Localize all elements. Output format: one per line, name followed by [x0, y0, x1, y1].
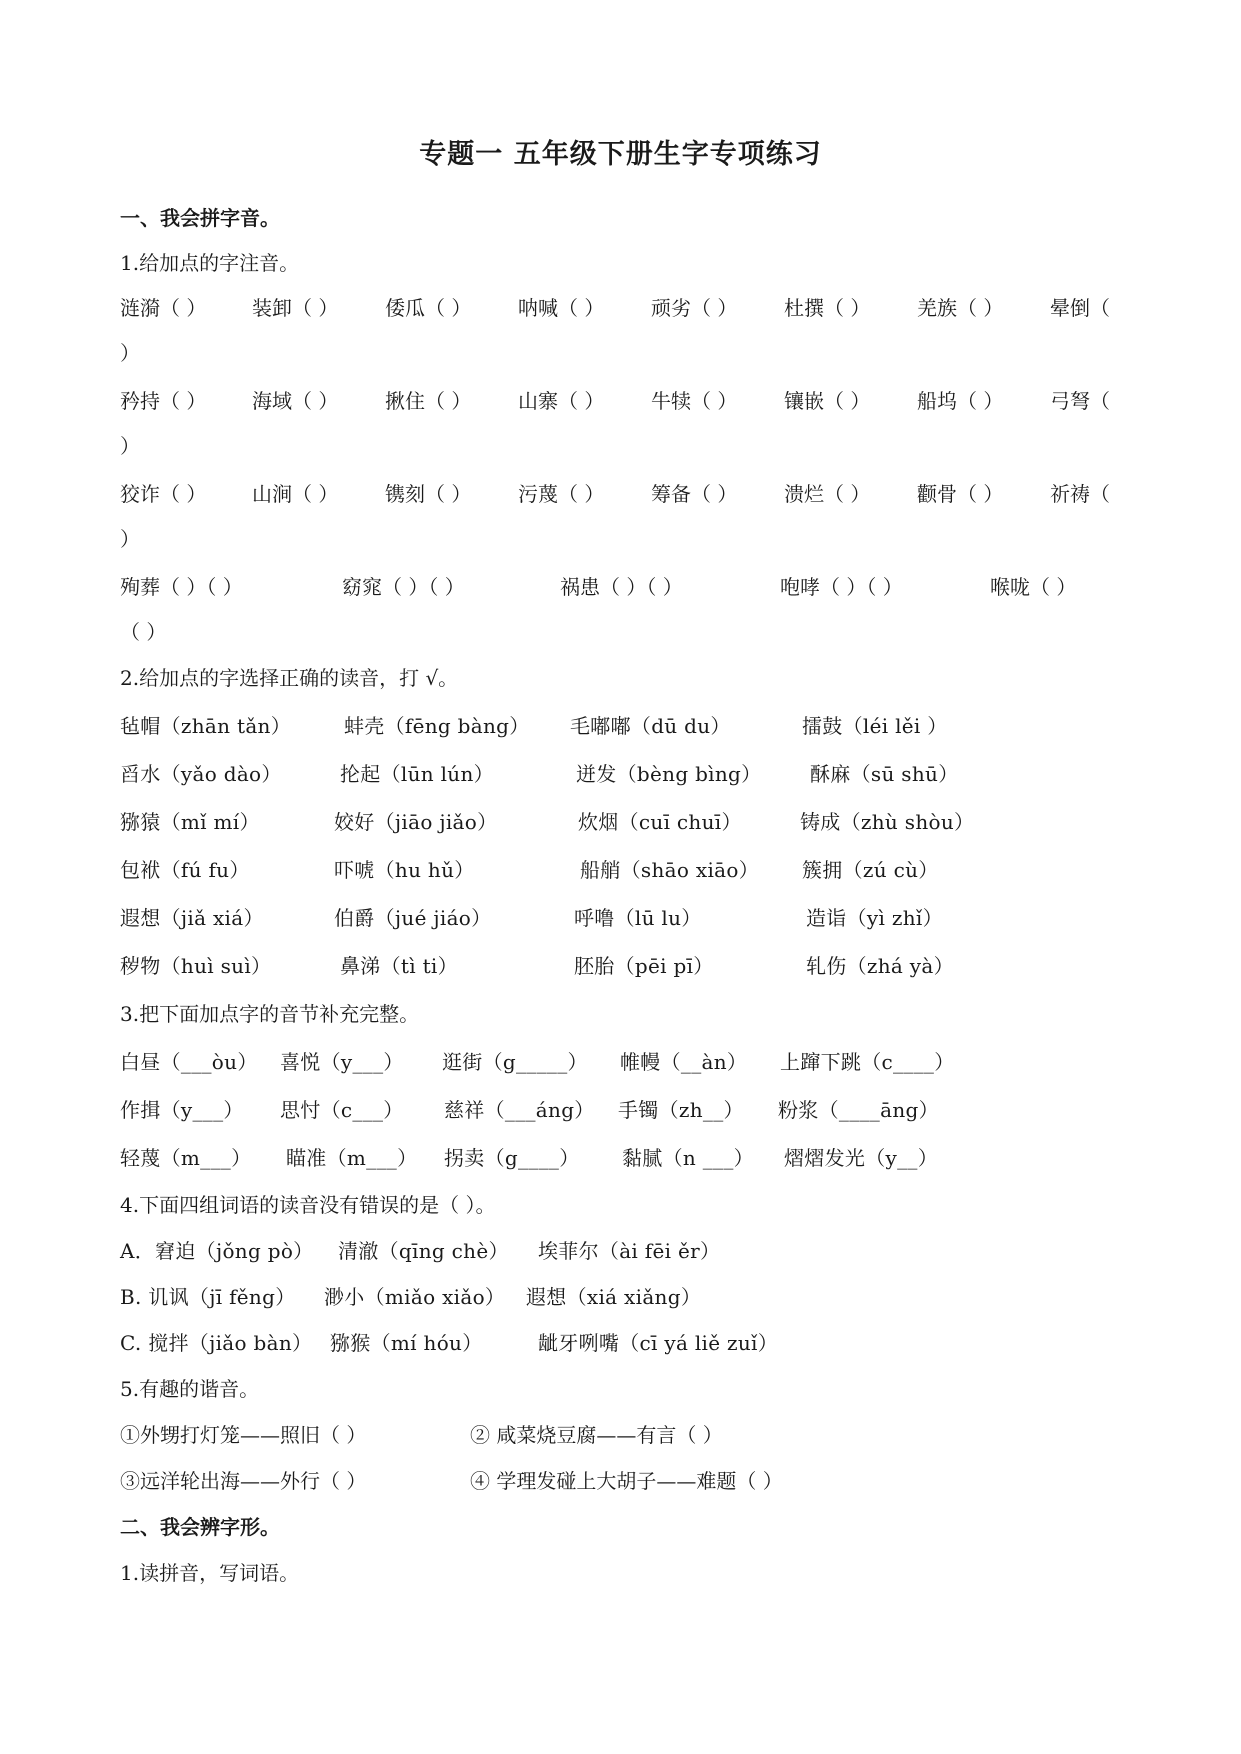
word-choice: 船艄（shāo xiāo） [580, 858, 760, 882]
word-blank: 牛犊（ ） [651, 389, 738, 413]
syllable-blank: 作揖（y___） [120, 1098, 244, 1122]
word-blank: 咆哮（ ）（ ） [780, 575, 903, 599]
word-blank: 弓弩（ [1050, 389, 1110, 413]
word-choice: 毛嘟嘟（dū du） [570, 714, 731, 738]
word-blank: 晕倒（ [1050, 296, 1110, 320]
word-blank: 筹备（ ） [651, 482, 738, 506]
word-blank: 山涧（ ） [252, 482, 339, 506]
word-blank: 窈窕（ ）（ ） [342, 575, 465, 599]
word-choice: 抡起（lūn lún） [340, 762, 494, 786]
syllable-blank: 瞄准（m___） [286, 1146, 418, 1170]
syllable-blank: 白昼（___òu） [120, 1050, 258, 1074]
syllable-blank: 拐卖（g____） [444, 1146, 580, 1170]
row-continuation: ） [120, 434, 140, 458]
syllable-blank: 黏腻（n ___） [622, 1146, 754, 1170]
pun-item: ② 咸菜烧豆腐——有言（ ） [470, 1423, 723, 1447]
word-blank: 船坞（ ） [917, 389, 1004, 413]
word-blank: 祈祷（ [1050, 482, 1110, 506]
pun-item: ①外甥打灯笼——照旧（ ） [120, 1423, 367, 1447]
word-blank: 揪住（ ） [385, 389, 472, 413]
word-blank: 山寨（ ） [518, 389, 605, 413]
word-choice: 胚胎（pēi pī） [574, 954, 714, 978]
question-prompt: 1.读拼音，写词语。 [120, 1561, 300, 1585]
word-choice: 伯爵（jué jiáo） [334, 906, 492, 930]
pun-item: ④ 学理发碰上大胡子——难题（ ） [470, 1469, 783, 1493]
word-blank: 矜持（ ） [120, 389, 207, 413]
word-choice: 轧伤（zhá yà） [806, 954, 954, 978]
section-heading: 一、我会拼字音。 [120, 206, 280, 230]
word-blank: 羌族（ ） [917, 296, 1004, 320]
syllable-blank: 帷幔（__àn） [620, 1050, 748, 1074]
row-continuation: （ ） [120, 620, 167, 644]
option-word: 龇牙咧嘴（cī yá liě zuǐ） [538, 1331, 779, 1355]
row-continuation: ） [120, 341, 140, 365]
word-choice: 擂鼓（léi lěi ） [802, 714, 948, 738]
word-choice: 舀水（yǎo dào） [120, 762, 282, 786]
word-choice: 遐想（jiǎ xiá） [120, 906, 264, 930]
word-choice: 造诣（yì zhǐ） [806, 906, 943, 930]
option-a: A．窘迫（jǒng pò） [120, 1239, 314, 1263]
syllable-blank: 上蹿下跳（c____） [780, 1050, 955, 1074]
question-prompt: 3.把下面加点字的音节补充完整。 [120, 1002, 420, 1026]
word-blank: 喉咙（ ） [990, 575, 1077, 599]
word-blank: 涟漪（ ） [120, 296, 207, 320]
question-prompt: 2.给加点的字选择正确的读音，打 √。 [120, 666, 459, 690]
word-choice: 吓唬（hu hǔ） [334, 858, 475, 882]
pun-item: ③远洋轮出海——外行（ ） [120, 1469, 367, 1493]
question-prompt: 1.给加点的字注音。 [120, 251, 300, 275]
word-blank: 污蔑（ ） [518, 482, 605, 506]
option-b: B. 讥讽（jī fěng） [120, 1285, 296, 1309]
word-blank: 溃烂（ ） [784, 482, 871, 506]
syllable-blank: 粉浆（____āng） [778, 1098, 939, 1122]
option-word: 渺小（miǎo xiǎo） [324, 1285, 506, 1309]
word-blank: 祸患（ ）（ ） [560, 575, 683, 599]
word-choice: 毡帽（zhān tǎn） [120, 714, 292, 738]
word-blank: 顽劣（ ） [651, 296, 738, 320]
word-blank: 颧骨（ ） [917, 482, 1004, 506]
option-word: 清澈（qīng chè） [338, 1239, 509, 1263]
word-blank: 倭瓜（ ） [385, 296, 472, 320]
word-choice: 包袱（fú fu） [120, 858, 250, 882]
word-blank: 海域（ ） [252, 389, 339, 413]
word-choice: 迸发（bèng bìng） [576, 762, 762, 786]
syllable-blank: 思忖（c___） [280, 1098, 404, 1122]
word-blank: 呐喊（ ） [518, 296, 605, 320]
word-choice: 簇拥（zú cù） [802, 858, 939, 882]
word-blank: 殉葬（ ）（ ） [120, 575, 243, 599]
word-blank: 杜撰（ ） [784, 296, 871, 320]
word-choice: 鼻涕（tì ti） [340, 954, 458, 978]
word-blank: 狡诈（ ） [120, 482, 207, 506]
question-prompt: 5.有趣的谐音。 [120, 1377, 260, 1401]
syllable-blank: 手镯（zh__） [618, 1098, 744, 1122]
section-heading: 二、我会辨字形。 [120, 1515, 280, 1539]
row-continuation: ） [120, 527, 140, 551]
page-title: 专题一 五年级下册生字专项练习 [419, 139, 822, 170]
word-blank: 装卸（ ） [252, 296, 339, 320]
word-choice: 炊烟（cuī chuī） [578, 810, 742, 834]
word-choice: 猕猿（mǐ mí） [120, 810, 260, 834]
option-word: 猕猴（mí hóu） [330, 1331, 483, 1355]
option-word: 遐想（xiá xiǎng） [526, 1285, 702, 1309]
word-choice: 秽物（huì suì） [120, 954, 272, 978]
option-c: C. 搅拌（jiǎo bàn） [120, 1331, 313, 1355]
word-blank: 镶嵌（ ） [784, 389, 871, 413]
syllable-blank: 轻蔑（m___） [120, 1146, 252, 1170]
question-prompt: 4.下面四组词语的读音没有错误的是（ ）。 [120, 1193, 496, 1217]
word-choice: 蚌壳（fēng bàng） [344, 714, 530, 738]
word-choice: 酥麻（sū shū） [810, 762, 959, 786]
syllable-blank: 逛街（g_____） [442, 1050, 588, 1074]
option-word: 埃菲尔（ài fēi ěr） [538, 1239, 721, 1263]
syllable-blank: 熠熠发光（y__） [784, 1146, 938, 1170]
word-choice: 姣好（jiāo jiǎo） [334, 810, 498, 834]
syllable-blank: 慈祥（___áng） [444, 1098, 595, 1122]
word-blank: 镌刻（ ） [385, 482, 472, 506]
syllable-blank: 喜悦（y___） [280, 1050, 404, 1074]
word-choice: 铸成（zhù shòu） [800, 810, 975, 834]
word-choice: 呼噜（lū lu） [574, 906, 702, 930]
